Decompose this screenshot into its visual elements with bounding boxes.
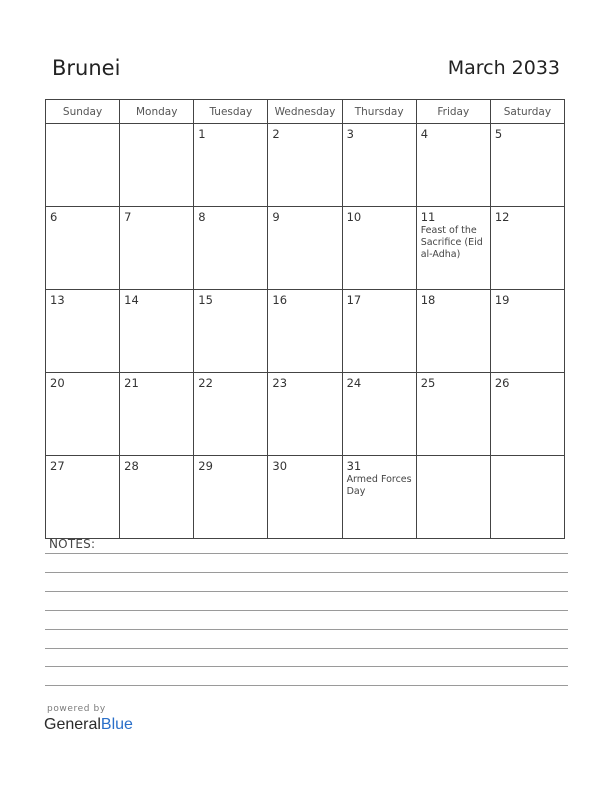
week-row [46,207,565,290]
day-cell [416,124,490,207]
day-cell [46,373,120,456]
month-year-title: March 2033 [447,57,560,79]
day-number: 24 [346,376,362,390]
note-line [45,648,568,649]
note-line [45,666,568,667]
day-number: 1 [198,127,206,141]
day-number: 21 [124,376,139,390]
note-line [45,591,568,592]
calendar-body [46,124,565,539]
note-line [45,553,568,554]
weekday-header-row [46,100,565,124]
day-cell [342,207,416,290]
day-number: 16 [272,293,288,307]
day-cell [416,207,490,290]
weekday-thursday: Thursday [342,100,416,124]
day-cell [342,290,416,373]
note-line [45,685,568,686]
empty-day-cell [120,124,194,207]
day-cell [416,373,490,456]
empty-day-cell [46,124,120,207]
day-cell [490,207,564,290]
day-number: 15 [198,293,213,307]
holiday-event: Armed Forces Day [346,474,412,497]
day-cell [194,373,268,456]
day-number: 18 [420,293,436,307]
day-cell [490,124,564,207]
weekday-saturday: Saturday [490,100,564,124]
week-row [46,124,565,207]
day-cell [46,290,120,373]
calendar-grid [45,99,565,539]
day-cell [268,124,342,207]
day-number: 14 [124,293,139,307]
day-cell [342,373,416,456]
day-number: 2 [272,127,280,141]
day-cell [268,207,342,290]
day-cell [194,290,268,373]
day-number: 17 [346,293,362,307]
day-number: 12 [494,210,510,224]
weekday-tuesday: Tuesday [194,100,268,124]
day-cell [342,124,416,207]
day-cell [46,207,120,290]
holiday-event: Feast of the Sacrifice (Eid al-Adha) [420,225,483,260]
day-cell [120,456,194,539]
day-number: 7 [124,210,132,224]
day-number: 26 [494,376,510,390]
weekday-monday: Monday [120,100,194,124]
day-cell [194,124,268,207]
day-number: 3 [346,127,354,141]
notes-label: NOTES: [49,537,96,551]
day-number: 30 [272,459,288,473]
empty-day-cell [490,456,564,539]
day-number: 10 [346,210,362,224]
powered-by-text: powered by [47,704,106,714]
day-cell [194,207,268,290]
logo-general: General [44,716,101,733]
logo-blue: Blue [100,716,133,733]
day-cell [194,456,268,539]
day-number: 23 [272,376,288,390]
empty-day-cell [416,456,490,539]
day-number: 28 [124,459,139,473]
day-number: 31 [346,459,362,473]
day-number: 11 [420,210,436,224]
day-cell [342,456,416,539]
day-cell [268,290,342,373]
week-row [46,290,565,373]
day-cell [416,290,490,373]
day-cell [268,373,342,456]
note-line [45,629,568,630]
day-cell [268,456,342,539]
day-cell [490,290,564,373]
weekday-wednesday: Wednesday [268,100,342,124]
note-line [45,610,568,611]
day-cell [120,373,194,456]
day-number: 25 [420,376,436,390]
day-cell [120,290,194,373]
day-number: 29 [198,459,213,473]
weekday-sunday: Sunday [46,100,120,124]
day-number: 22 [198,376,213,390]
day-number: 4 [420,127,429,141]
day-cell [46,456,120,539]
day-number: 9 [272,210,280,224]
generalblue-logo [44,716,133,734]
day-number: 8 [198,210,206,224]
day-number: 27 [50,459,65,473]
week-row [46,373,565,456]
day-number: 5 [494,127,503,141]
day-number: 19 [494,293,510,307]
week-row [46,456,565,539]
weekday-friday: Friday [416,100,490,124]
note-line [45,572,568,573]
day-number: 13 [50,293,65,307]
country-title: Brunei [52,56,121,80]
day-cell [490,373,564,456]
day-number: 20 [50,376,65,390]
day-number: 6 [50,210,58,224]
day-cell [120,207,194,290]
